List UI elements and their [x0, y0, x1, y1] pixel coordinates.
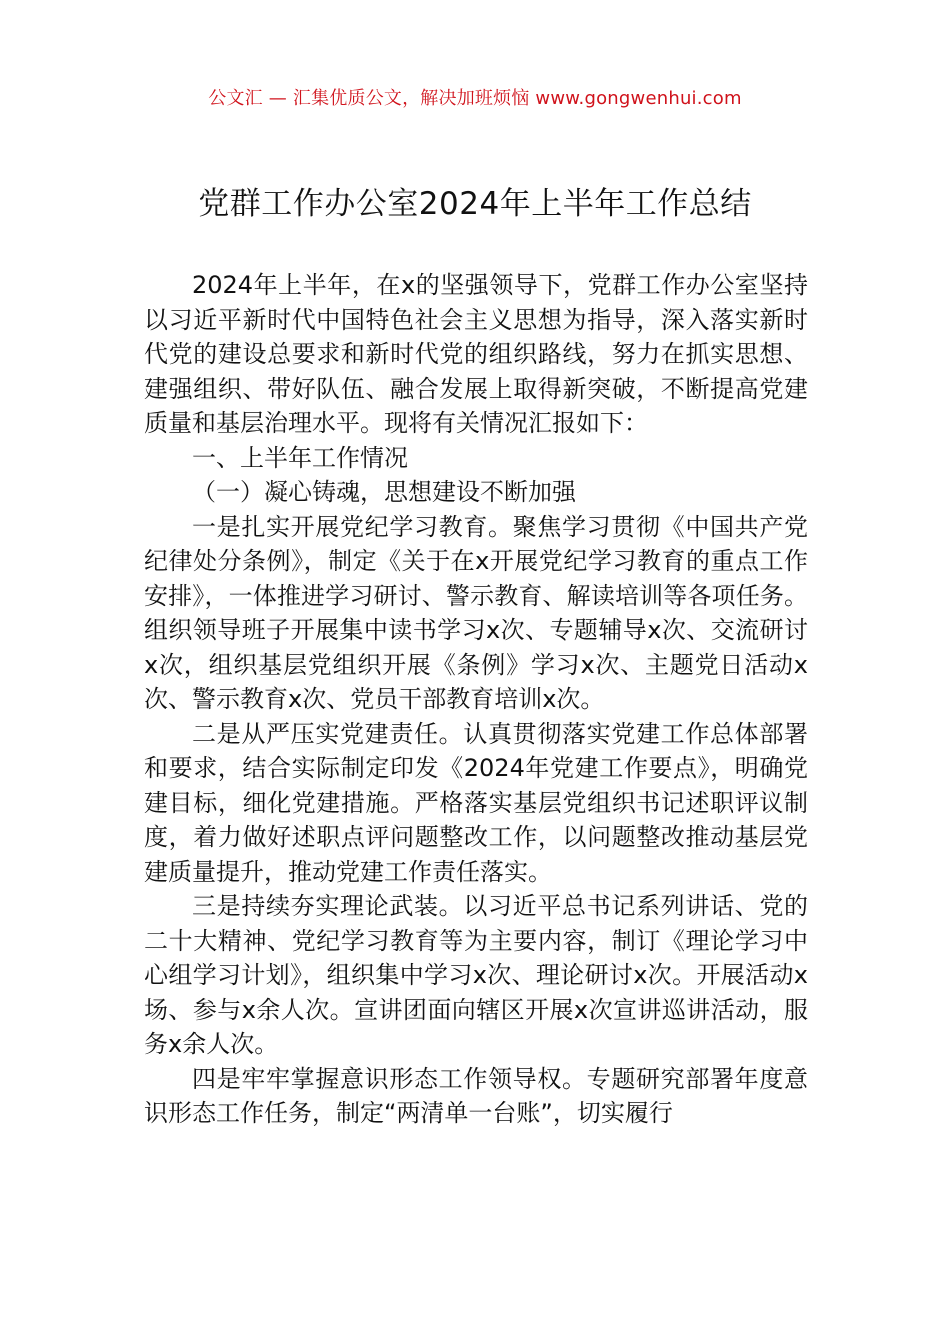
- section-heading: 一、上半年工作情况: [192, 443, 408, 472]
- paragraph-item-2: 二是从严压实党建责任。认真贯彻落实党建工作总体部署和要求，结合实际制定印发《2024年党建工作要点》，明确党建目标，细化党建措施。严格落实基层党组织书记述职评议制度，着力做好述职点评问题整改工作，以问题整改推动基层党建质量提升，推动党建工作责任落实。: [144, 719, 808, 886]
- paragraph-item-4: 四是牢牢掌握意识形态工作领导权。专题研究部署年度意识形态工作任务，制定“两清单一台账”，切实履行: [144, 1064, 808, 1127]
- document-body: [144, 268, 808, 1131]
- site-banner: 公文汇 — 汇集优质公文，解决加班烦恼 www.gongwenhui.com: [208, 88, 742, 109]
- paragraph-item-1: 一是扎实开展党纪学习教育。聚焦学习贯彻《中国共产党纪律处分条例》，制定《关于在x开展党纪学习教育的重点工作安排》，一体推进学习研讨、警示教育、解读培训等各项任务。组织领导班子开展集中读书学习x次、专题辅导x次、交流研讨x次，组织基层党组织开展《条例》学习x次、主题党日活动x次、警示教育x次、党员干部教育培训x次。: [144, 512, 808, 713]
- paragraph-item-3: 三是持续夯实理论武装。以习近平总书记系列讲话、党的二十大精神、党纪学习教育等为主要内容，制订《理论学习中心组学习计划》，组织集中学习x次、理论研讨x次。开展活动x场、参与x余人次。宣讲团面向辖区开展x次宣讲巡讲活动，服务x余人次。: [144, 892, 808, 1058]
- intro-paragraph: 2024年上半年，在x的坚强领导下，党群工作办公室坚持以习近平新时代中国特色社会主义思想为指导，深入落实新时代党的建设总要求和新时代党的组织路线，努力在抓实思想、建强组织、带好队伍、融合发展上取得新突破，不断提高党建质量和基层治理水平。现将有关情况汇报如下：: [144, 271, 808, 437]
- document-title: 党群工作办公室2024年上半年工作总结: [198, 186, 752, 222]
- subsection-heading: （一）凝心铸魂，思想建设不断加强: [192, 478, 576, 506]
